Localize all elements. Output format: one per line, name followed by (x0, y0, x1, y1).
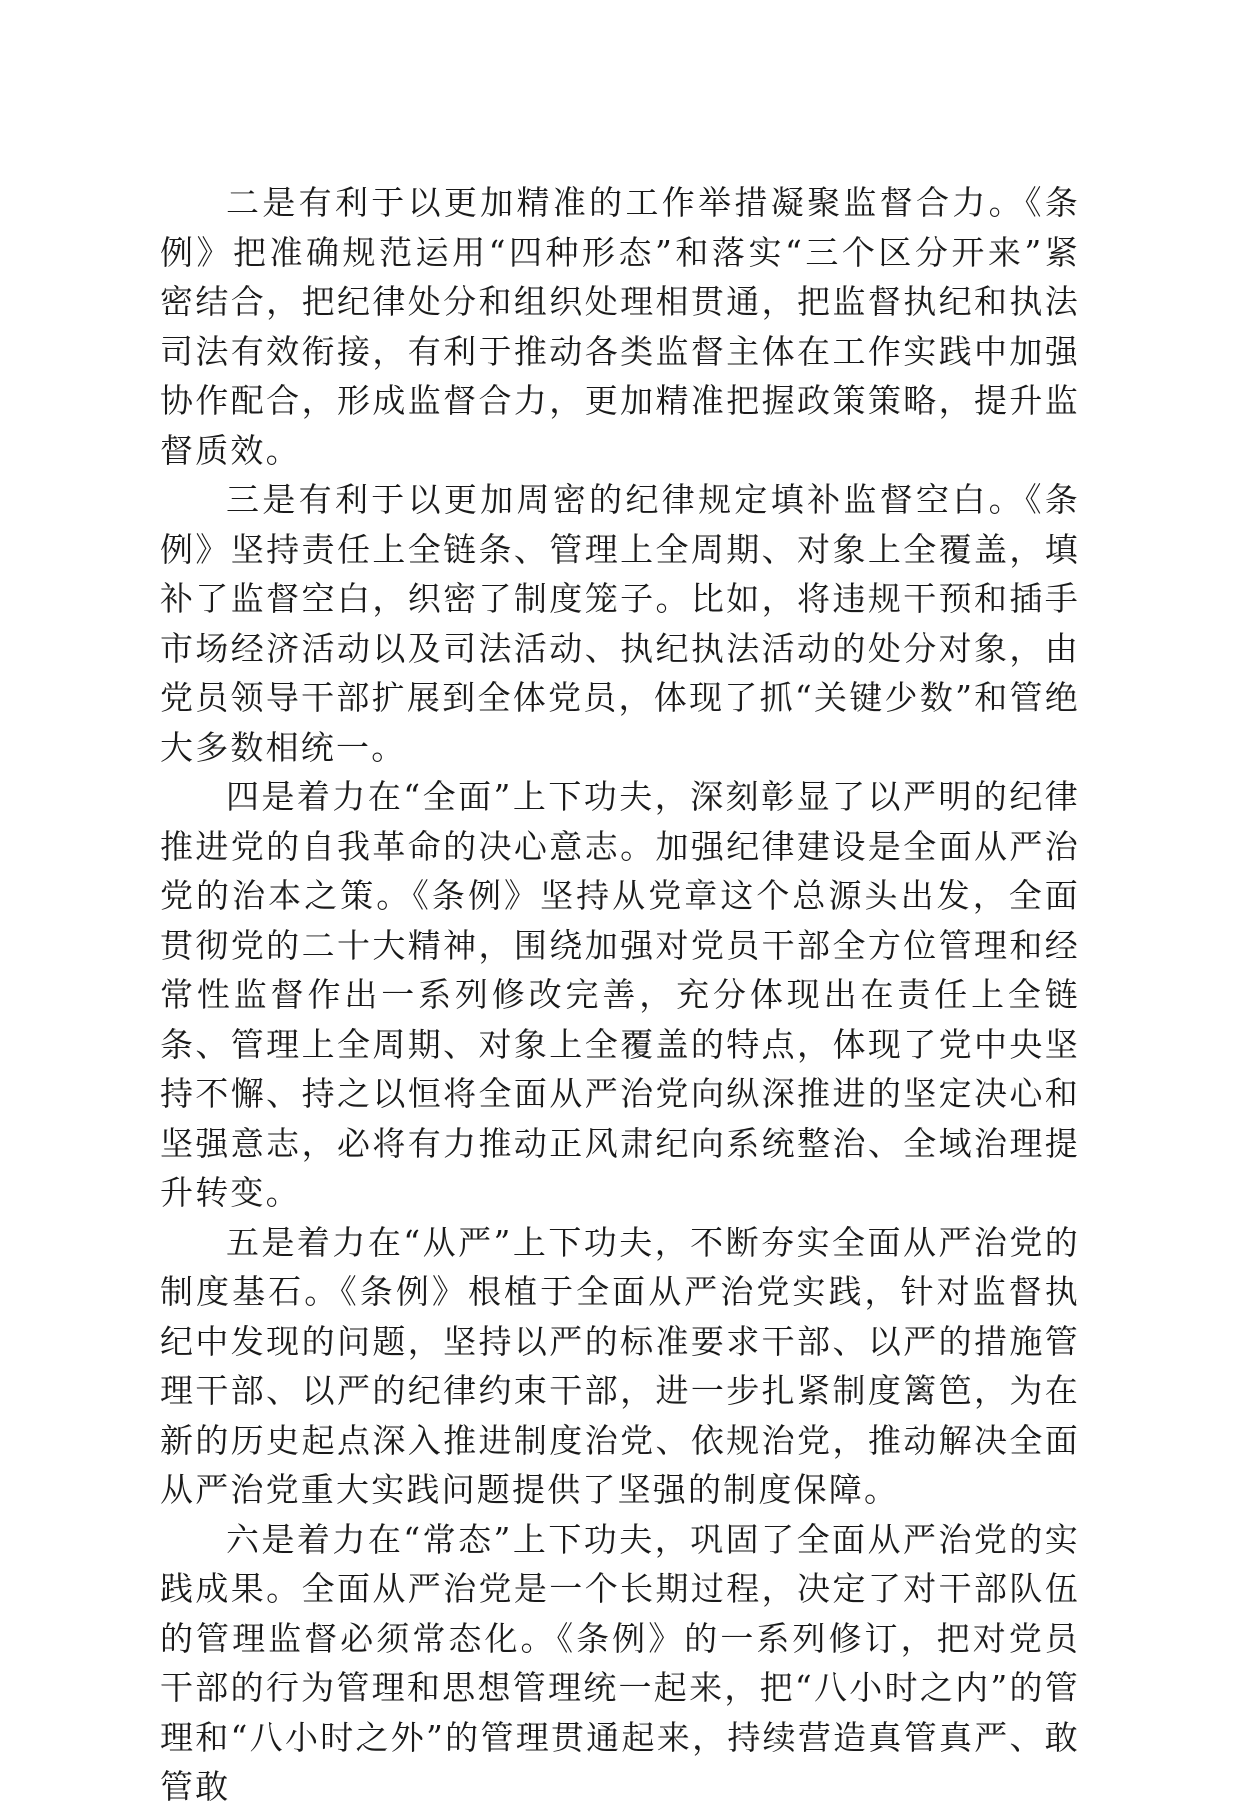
paragraph-point-three: 三是有利于以更加周密的纪律规定填补监督空白。《条例》坚持责任上全链条、管理上全周期、对象上全覆盖，填补了监督空白，织密了制度笼子。比如，将违规干预和插手市场经济活动以及司法活动、执纪执法活动的处分对象，由党员领导干部扩展到全体党员，体现了抓“关键少数”和管绝大多数相统一。 (160, 480, 1080, 767)
paragraph-point-four: 四是着力在“全面”上下功夫，深刻彰显了以严明的纪律推进党的自我革命的决心意志。加强纪律建设是全面从严治党的治本之策。《条例》坚持从党章这个总源头出发，全面贯彻党的二十大精神，围绕加强对党员干部全方位管理和经常性监督作出一系列修改完善，充分体现出在责任上全链条、管理上全周期、对象上全覆盖的特点，体现了党中央坚持不懈、持之以恒将全面从严治党向纵深推进的坚定决心和坚强意志，必将有力推动正风肃纪向系统整治、全域治理提升转变。 (160, 777, 1080, 1212)
document-body (160, 178, 1080, 1812)
paragraph-point-six: 六是着力在“常态”上下功夫，巩固了全面从严治党的实践成果。全面从严治党是一个长期过程，决定了对干部队伍的管理监督必须常态化。《条例》的一系列修订，把对党员干部的行为管理和思想管理统一起来，把“八小时之内”的管理和“八小时之外”的管理贯通起来，持续营造真管真严、敢管敢 (160, 1519, 1080, 1806)
paragraph-point-two: 二是有利于以更加精准的工作举措凝聚监督合力。《条例》把准确规范运用“四种形态”和落实“三个区分开来”紧密结合，把纪律处分和组织处理相贯通，把监督执纪和执法司法有效衔接，有利于推动各类监督主体在工作实践中加强协作配合，形成监督合力，更加精准把握政策策略，提升监督质效。 (160, 183, 1080, 470)
paragraph-point-five: 五是着力在“从严”上下功夫，不断夯实全面从严治党的制度基石。《条例》根植于全面从严治党实践，针对监督执纪中发现的问题，坚持以严的标准要求干部、以严的措施管理干部、以严的纪律约束干部，进一步扎紧制度篱笆，为在新的历史起点深入推进制度治党、依规治党，推动解决全面从严治党重大实践问题提供了坚强的制度保障。 (160, 1222, 1080, 1509)
